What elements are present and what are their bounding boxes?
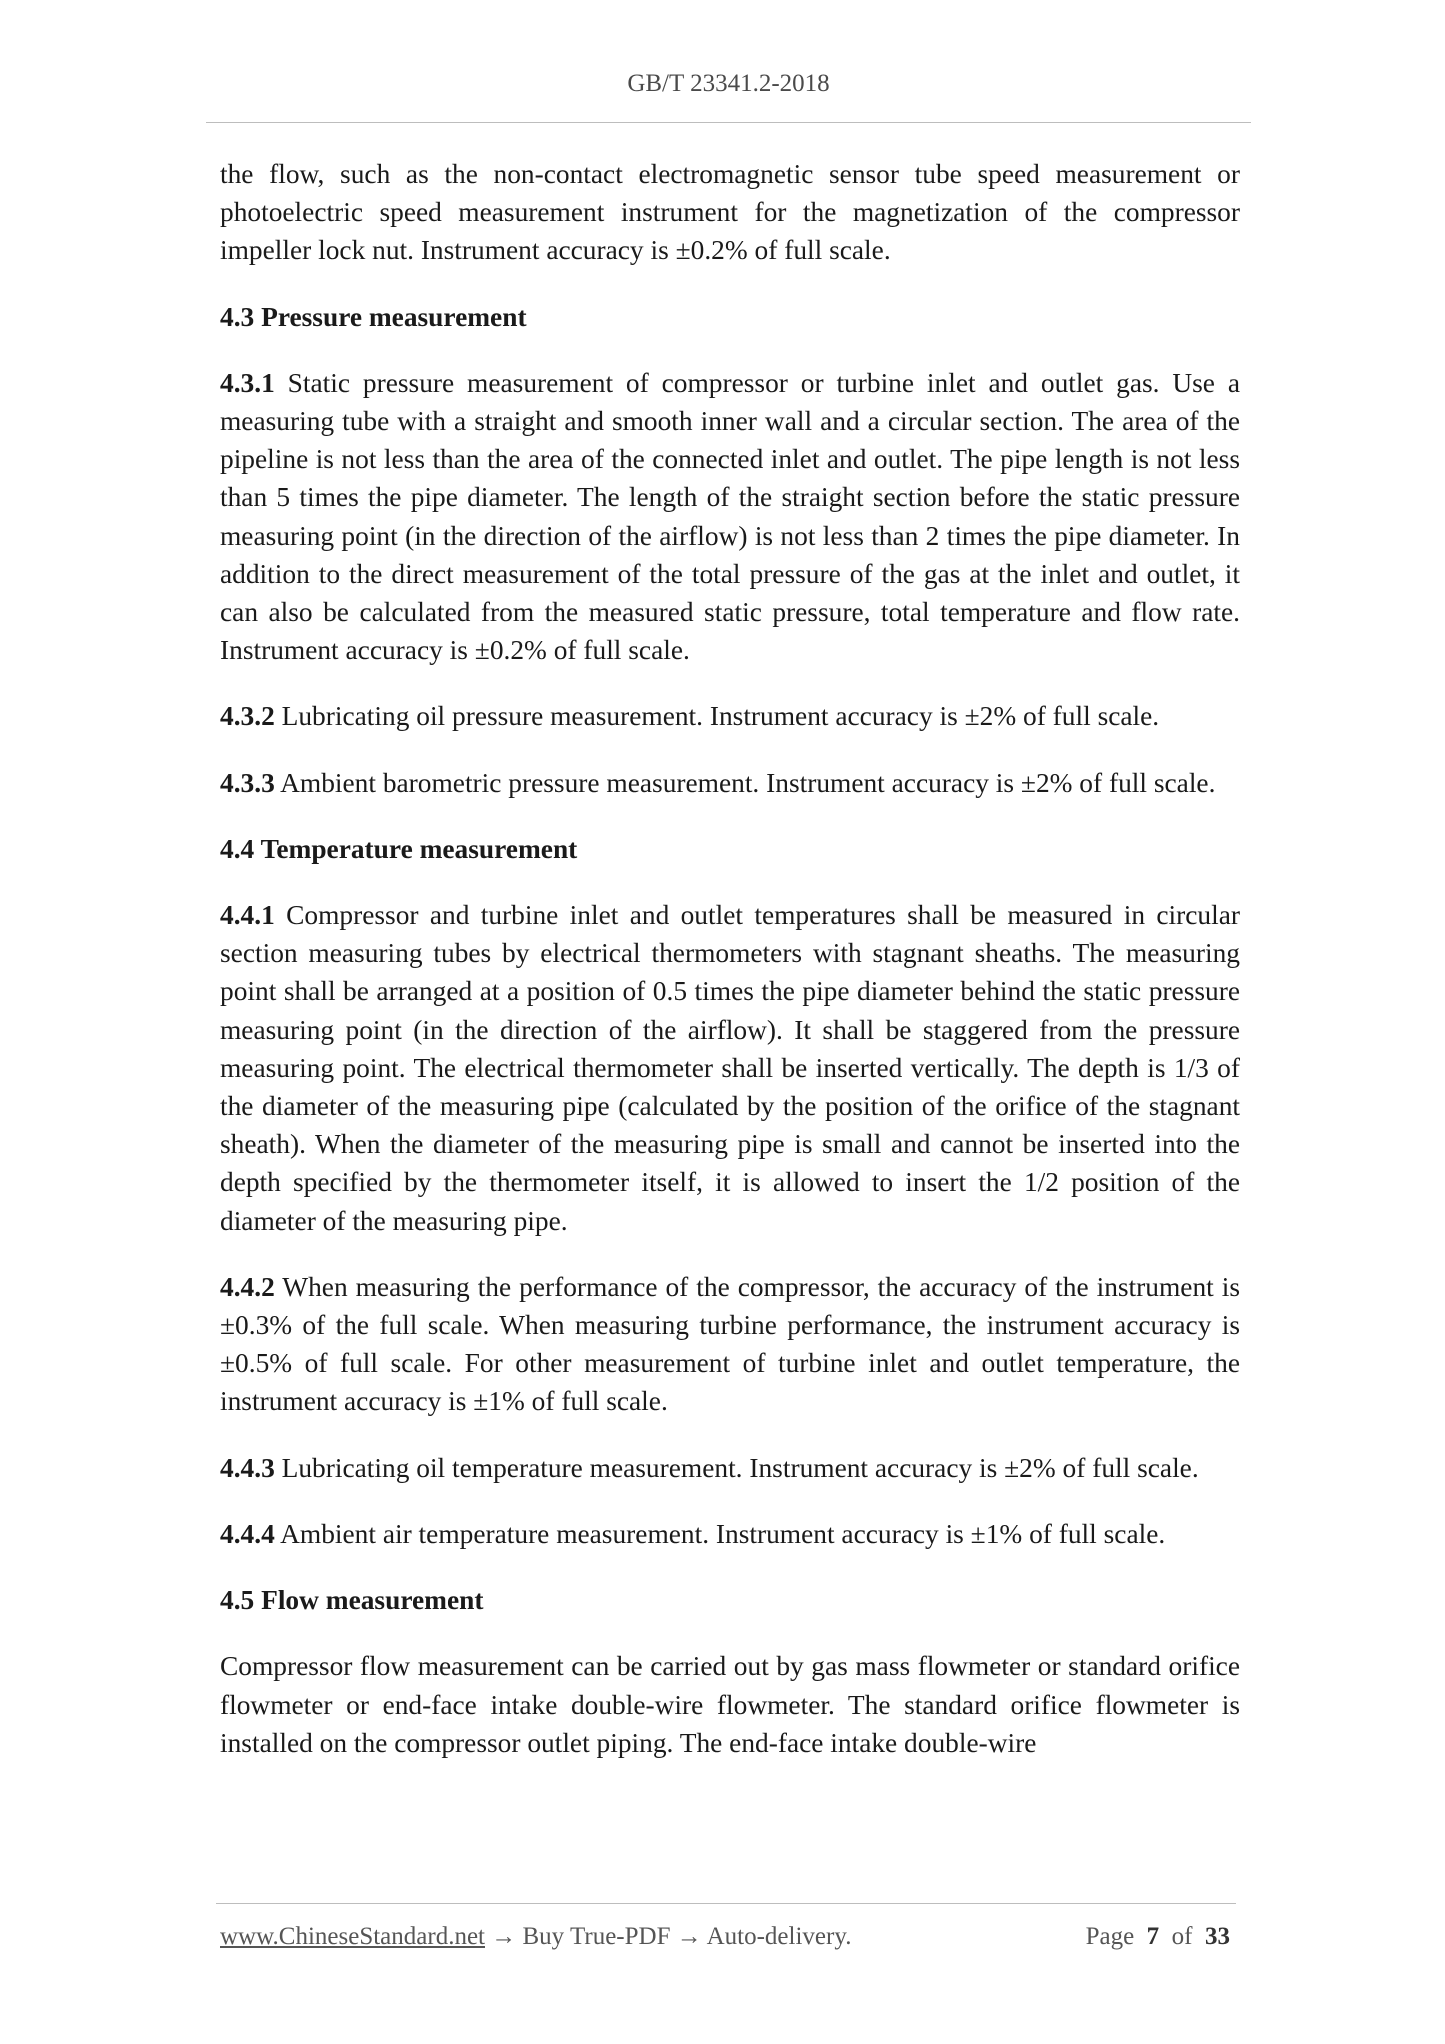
clause-number: 4.4.1 [220, 900, 275, 931]
page-body [220, 155, 1240, 1790]
clause-number: 4.4.4 [220, 1518, 275, 1549]
clause-text: Lubricating oil pressure measurement. Instrument accuracy is ±2% of full scale. [274, 701, 1160, 732]
clause-number: 4.3.2 [220, 701, 275, 732]
paragraph-4-5: Compressor flow measurement can be carried out by gas mass flowmeter or standard orifice flowmeter or end-face intake double-wire flowmeter. The standard orifice flowmeter is installed on the compressor outlet piping. The end-face intake double-wire [220, 1651, 1240, 1758]
paragraph-continuation: the flow, such as the non-contact electromagnetic sensor tube speed measurement or photoelectric speed measurement instrument for the magnetization of the compressor impeller lock nut. Instrument accuracy is ±0.2% of full scale. [220, 159, 1240, 266]
promo-text: → Buy True-PDF → Auto-delivery. [485, 1923, 852, 1950]
clause-4-4-2 [220, 1268, 1240, 1421]
clause-number: 4.4.3 [220, 1452, 275, 1483]
clause-text: Ambient barometric pressure measurement. Instrument accuracy is ±2% of full scale. [274, 767, 1216, 798]
page-number [1086, 1923, 1230, 1951]
clause-number: 4.3.1 [220, 367, 275, 398]
clause-number: 4.4.2 [220, 1271, 275, 1302]
page-footer [220, 1923, 1230, 1951]
page-total: 33 [1205, 1923, 1230, 1950]
clause-4-3-3 [220, 764, 1240, 802]
clause-number: 4.3.3 [220, 767, 275, 798]
clause-text: Static pressure measurement of compressor or turbine inlet and outlet gas. Use a measuring tube with a straight and smooth inner wall and a circular section. The area of the pipeline is not less than the area of the connected inlet and outlet. The pipe length is not less than 5 times the pipe diameter. The length of the straight section before the static pressure measuring point (in the direction of the airflow) is not less than 2 times the pipe diameter. In addition to the direct measurement of the total pressure of the gas at the inlet and outlet, it can also be calculated from the measured static pressure, total temperature and flow rate. Instrument accuracy is ±0.2% of full scale. [220, 367, 1240, 666]
section-heading-4-5: 4.5 Flow measurement [220, 1585, 484, 1616]
section-heading-4-4: 4.4 Temperature measurement [220, 833, 578, 864]
footer-divider [216, 1903, 1236, 1904]
website-link[interactable]: www.ChineseStandard.net [220, 1923, 485, 1950]
clause-4-4-3 [220, 1449, 1240, 1487]
section-heading-4-3: 4.3 Pressure measurement [220, 301, 527, 332]
page-of: of [1171, 1923, 1193, 1950]
page-current: 7 [1146, 1923, 1160, 1950]
clause-4-4-1 [220, 896, 1240, 1240]
clause-4-4-4 [220, 1515, 1240, 1553]
clause-text: Lubricating oil temperature measurement. Instrument accuracy is ±2% of full scale. [274, 1452, 1199, 1483]
running-header: GB/T 23341.2-2018 [627, 70, 830, 97]
page-label: Page [1085, 1923, 1135, 1950]
clause-text: Ambient air temperature measurement. Instrument accuracy is ±1% of full scale. [274, 1518, 1166, 1549]
clause-4-3-1 [220, 364, 1240, 670]
clause-text: When measuring the performance of the compressor, the accuracy of the instrument is ±0.3% of the full scale. When measuring turbine performance, the instrument accuracy is ±0.5% of full scale. For other measurement of turbine inlet and outlet temperature, the instrument accuracy is ±1% of full scale. [220, 1271, 1240, 1417]
clause-4-3-2 [220, 697, 1240, 735]
footer-promo [220, 1923, 851, 1950]
clause-text: Compressor and turbine inlet and outlet temperatures shall be measured in circular section measuring tubes by electrical thermometers with stagnant sheaths. The measuring point shall be arranged at a position of 0.5 times the pipe diameter behind the static pressure measuring point (in the direction of the airflow). It shall be staggered from the pressure measuring point. The electrical thermometer shall be inserted vertically. The depth is 1/3 of the diameter of the measuring pipe (calculated by the position of the orifice of the stagnant sheath). When the diameter of the measuring pipe is small and cannot be inserted into the depth specified by the thermometer itself, it is allowed to insert the 1/2 position of the diameter of the measuring pipe. [220, 900, 1240, 1236]
header-divider [206, 122, 1251, 123]
